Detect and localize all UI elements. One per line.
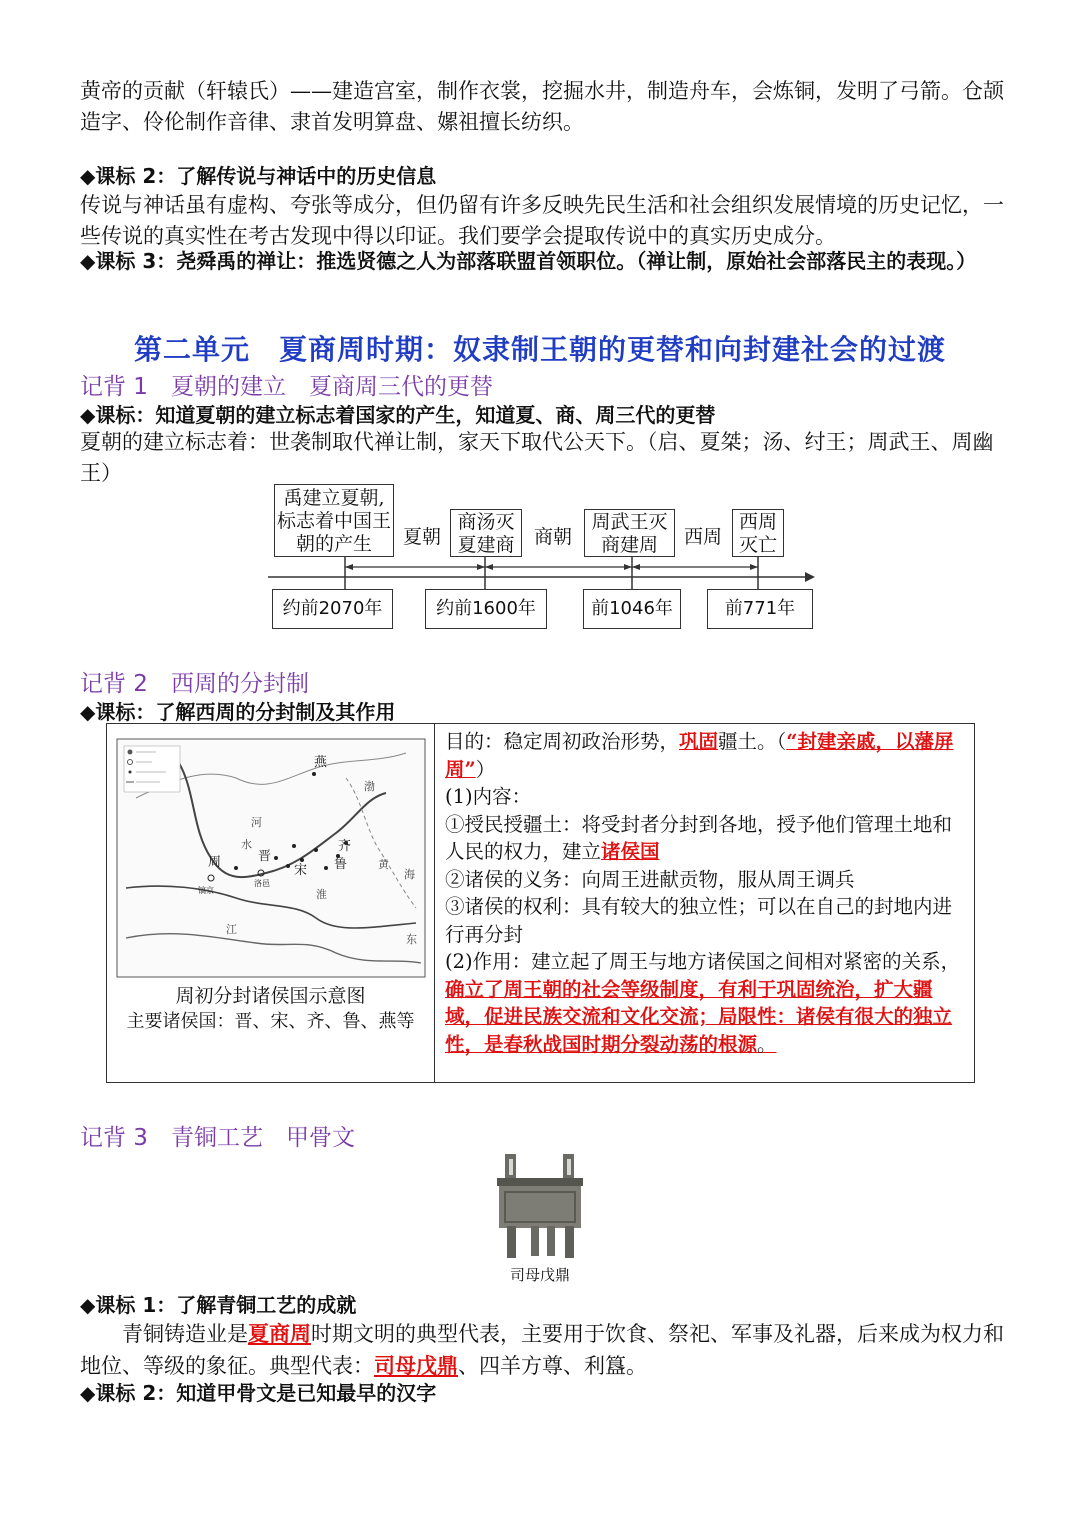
jibei3-body — [80, 1318, 1005, 1382]
timeline-axis — [260, 555, 820, 591]
bronze-text: 青铜铸造业是 — [122, 1322, 248, 1346]
jibei1-title: 记背 1 夏朝的建立 夏商周三代的更替 — [80, 374, 493, 400]
purpose-text: 目的：稳定周初政治形势， — [445, 730, 680, 753]
fenfeng-content-cell — [435, 724, 975, 1083]
kebiao2-body: 传说与神话虽有虚构、夸张等成分，但仍留有许多反映先民生活和社会组织发展情境的历史记忆，一些传说的真实性在考古发现中得以印证。我们要学会提取传说中的真实历史成分。 — [80, 193, 1004, 248]
timeline-year-xia: 约前2070年 — [272, 589, 393, 629]
content-item-3: ③诸侯的权利：具有较大的独立性；可以在自己的封地内进行再分封 — [445, 895, 953, 946]
timeline-period-xizhou: 西周 — [684, 526, 723, 548]
purpose-text-2: 疆土。（ — [718, 730, 787, 753]
map-label-zhou: 周 — [207, 855, 221, 870]
content-item-1-emphasis: 诸侯国 — [601, 840, 660, 863]
bronze-text-2: 时期文明的典型代表，主要用于饮食、祭祀、军事及礼器，后来成为权力和地位、等级的象征。典型代表： — [80, 1322, 1004, 1378]
simuwu-ding-image — [493, 1154, 587, 1262]
huangdi-paragraph: 黄帝的贡献（轩辕氏）——建造宫室，制作衣裳，挖掘水井，制造舟车，会炼铜，发明了弓箭。仓颉造字、伶伦制作音律、隶首发明算盘、嫘祖擅长纺织。 — [80, 79, 1004, 134]
kebiao2-heading: ◆课标 2：了解传说与神话中的历史信息 — [80, 164, 437, 188]
map-label-jin: 晋 — [257, 849, 271, 864]
timeline-event-xia: 禹建立夏朝,标志着中国王朝的产生 — [274, 484, 394, 557]
jibei3-title: 记背 3 青铜工艺 甲骨文 — [80, 1125, 355, 1151]
map-label-bo: 渤 — [363, 780, 375, 793]
timeline-event-xizhou-end: 西周灭亡 — [732, 509, 784, 557]
timeline-year-xizhou-end: 前771年 — [707, 589, 813, 629]
map-label-luoyi: 洛邑 — [253, 879, 270, 888]
jibei1-kebiao: ◆课标：知道夏朝的建立标志着国家的产生，知道夏、商、周三代的更替 — [80, 403, 716, 427]
content-item-1: ①授民授疆土：将受封者分封到各地，授予他们管理土地和人民的权力，建立 — [445, 812, 953, 863]
purpose-emphasis: 巩固 — [679, 730, 719, 753]
jibei1-body: 夏朝的建立标志着：世袭制取代禅让制，家天下取代公天下。（启、夏桀；汤、纣王；周武王、周幽王） — [80, 430, 994, 485]
map-label-qi: 齐 — [337, 839, 351, 854]
map-label-he: 河 — [250, 816, 262, 829]
map-cell — [107, 724, 435, 1083]
simuwu-ding-caption: 司母戊鼎 — [509, 1266, 570, 1284]
map-label-song: 宋 — [293, 863, 307, 878]
timeline-event-zhou: 周武王灭商建周 — [584, 509, 675, 557]
bronze-emphasis-simuwu: 司母戊鼎 — [374, 1353, 458, 1378]
fenfeng-table — [106, 723, 975, 1083]
jibei2-title: 记背 2 西周的分封制 — [80, 671, 309, 697]
content-item-2: ②诸侯的义务：向周王进献贡物，服从周王调兵 — [445, 867, 855, 891]
map-caption-states: 主要诸侯国：晋、宋、齐、鲁、燕等 — [126, 1011, 415, 1032]
purpose-quote: “封建亲戚，以藩屏周” — [445, 730, 954, 781]
effect-end: 。 — [757, 1032, 777, 1056]
content-heading: (1)内容： — [445, 785, 532, 808]
map-caption: 周初分封诸侯国示意图 — [175, 985, 366, 1007]
fenfeng-content — [435, 724, 974, 1058]
purpose-close: ） — [475, 757, 496, 781]
bronze-emphasis-xiashangzhou: 夏商周 — [248, 1321, 311, 1346]
map-label-dong: 东 — [405, 933, 417, 946]
jibei3-kebiao1: ◆课标 1：了解青铜工艺的成就 — [80, 1293, 357, 1317]
jibei2-kebiao: ◆课标：了解西周的分封制及其作用 — [80, 700, 396, 724]
timeline-period-shang: 商朝 — [534, 526, 573, 548]
timeline-event-shang: 商汤灭夏建商 — [450, 509, 522, 557]
timeline-period-xia: 夏朝 — [403, 526, 442, 548]
bronze-text-3: 、四羊方尊、利簋。 — [458, 1354, 647, 1378]
map-label-haojing: 镐京 — [197, 886, 214, 895]
map-label-lu: 鲁 — [333, 857, 347, 872]
map-label-huai: 淮 — [315, 888, 327, 901]
jibei3-kebiao2: ◆课标 2：知道甲骨文是已知最早的汉字 — [80, 1381, 437, 1405]
effect-emphasis: 确立了周王朝的社会等级制度，有利于巩固统治，扩大疆域，促进民族交流和文化交流；局限性：诸侯有很大的独立性，是春秋战国时期分裂动荡的根源 — [445, 977, 953, 1056]
fenfeng-map — [116, 738, 426, 978]
timeline-year-zhou: 前1046年 — [583, 589, 681, 629]
unit-title: 第二单元 夏商周时期：奴隶制王朝的更替和向封建社会的过渡 — [133, 333, 946, 366]
map-label-huang: 黄 — [377, 858, 389, 871]
map-label-jiang: 江 — [225, 923, 237, 936]
timeline-year-shang: 约前1600年 — [425, 589, 547, 629]
map-label-yan: 燕 — [313, 755, 327, 770]
map-label-hai: 海 — [403, 868, 415, 881]
effect-text: (2)作用：建立起了周王与地方诸侯国之间相对紧密的关系， — [445, 950, 961, 973]
map-label-shui: 水 — [240, 838, 252, 851]
kebiao3-heading: ◆课标 3：尧舜禹的禅让：推选贤德之人为部落联盟首领职位。（禅让制，原始社会部落民主的表现。） — [80, 249, 977, 273]
